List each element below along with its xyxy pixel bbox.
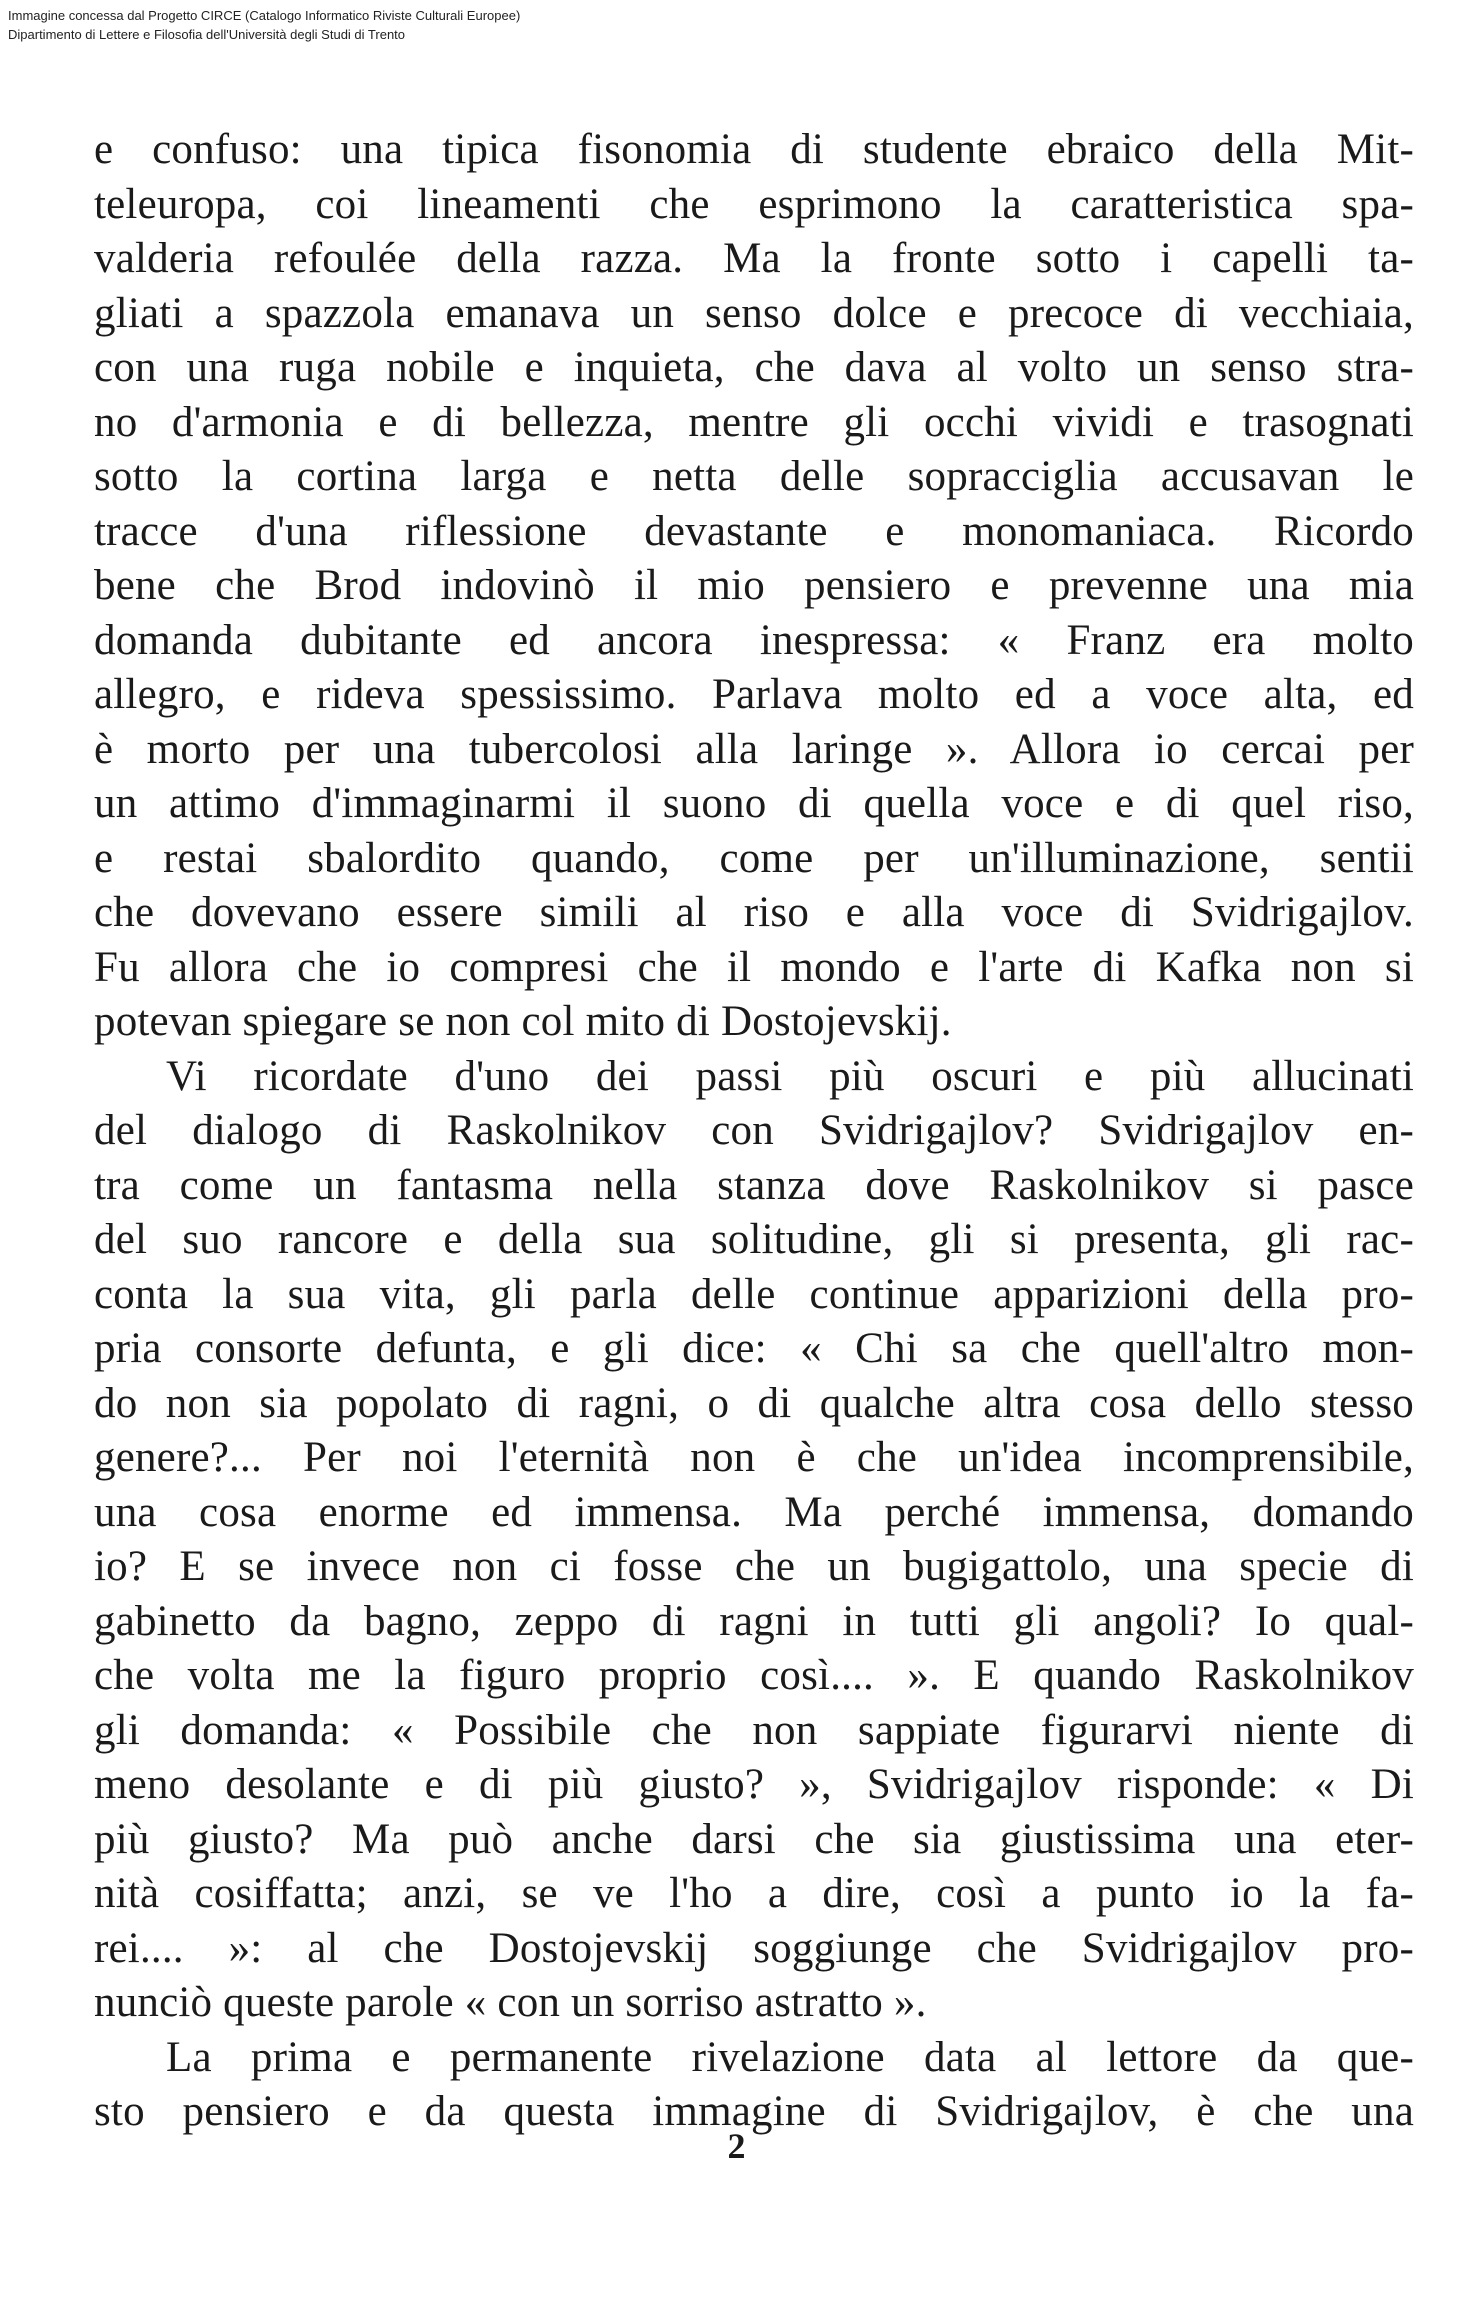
text-line: La prima e permanente rivelazione data al lettore da que- (166, 2033, 1414, 2081)
text-line: io? E se invece non ci fosse che un bugigattolo, una specie di (94, 1543, 1414, 1590)
text-line: Fu allora che io compresi che il mondo e l'arte di Kafka non si (94, 943, 1414, 991)
text-line: conta la sua vita, gli parla delle continue apparizioni della pro- (94, 1270, 1414, 1318)
text-line: una cosa enorme ed immensa. Ma perché immensa, domando (94, 1488, 1414, 1536)
text-line: è morto per una tubercolosi alla laringe ». Allora io cercai per (94, 725, 1414, 773)
text-line: nunciò queste parole « con un sorriso astratto ». (94, 1979, 927, 2026)
text-line: Vi ricordate d'uno dei passi più oscuri e più allucinati (166, 1052, 1414, 1100)
text-line: bene che Brod indovinò il mio pensiero e prevenne una mia (94, 562, 1414, 609)
text-line: allegro, e rideva spessissimo. Parlava molto ed a voce alta, ed (94, 671, 1414, 718)
text-line: un attimo d'immaginarmi il suono di quella voce e di quel riso, (94, 780, 1414, 827)
text-line: potevan spiegare se non col mito di Dostojevskij. (94, 998, 952, 1045)
credit-line-2: Dipartimento di Lettere e Filosofia dell'Università degli Studi di Trento (8, 27, 406, 42)
text-line: più giusto? Ma può anche darsi che sia giustissima una eter- (94, 1815, 1414, 1863)
text-line: pria consorte defunta, e gli dice: « Chi sa che quell'altro mon- (94, 1325, 1414, 1372)
text-line: nità cosiffatta; anzi, se ve l'ho a dire, così a punto io la fa- (94, 1870, 1414, 1917)
text-line: sotto la cortina larga e netta delle sopracciglia accusavan le (94, 453, 1414, 500)
text-line: rei.... »: al che Dostojevskij soggiunge che Svidrigajlov pro- (94, 1924, 1414, 1972)
text-line: e confuso: una tipica fisonomia di studente ebraico della Mit- (94, 126, 1414, 173)
text-line: do non sia popolato di ragni, o di qualche altra cosa dello stesso (94, 1379, 1414, 1427)
text-line: teleuropa, coi lineamenti che esprimono la caratteristica spa- (94, 180, 1414, 228)
text-line: e restai sbalordito quando, come per un'illuminazione, sentii (94, 834, 1414, 882)
text-line: no d'armonia e di bellezza, mentre gli occhi vividi e trasognati (94, 398, 1414, 446)
text-line: meno desolante e di più giusto? », Svidrigajlov risponde: « Di (94, 1761, 1414, 1808)
text-line: tracce d'una riflessione devastante e monomaniaca. Ricordo (94, 507, 1414, 555)
text-line: che dovevano essere simili al riso e alla voce di Svidrigajlov. (94, 889, 1414, 936)
text-line: del dialogo di Raskolnikov con Svidrigajlov? Svidrigajlov en- (94, 1107, 1414, 1154)
text-line: tra come un fantasma nella stanza dove Raskolnikov si pasce (94, 1161, 1414, 1209)
credit-line-1: Immagine concessa dal Progetto CIRCE (Catalogo Informatico Riviste Culturali Europee) (8, 8, 521, 23)
text-line: che volta me la figuro proprio così.... ». E quando Raskolnikov (94, 1652, 1414, 1699)
text-line: domanda dubitante ed ancora inespressa: « Franz era molto (94, 616, 1414, 664)
text-line: con una ruga nobile e inquieta, che dava al volto un senso stra- (94, 344, 1414, 391)
text-line: gabinetto da bagno, zeppo di ragni in tutti gli angoli? Io qual- (94, 1597, 1414, 1645)
page-number: 2 (727, 2126, 746, 2166)
body-text (94, 123, 1414, 2140)
text-line: del suo rancore e della sua solitudine, gli si presenta, gli rac- (94, 1216, 1414, 1263)
text-line: valderia refoulée della razza. Ma la fronte sotto i capelli ta- (94, 235, 1414, 282)
text-line: genere?... Per noi l'eternità non è che un'idea incomprensibile, (94, 1434, 1414, 1481)
text-line: gli domanda: « Possibile che non sappiate figurarvi niente di (94, 1706, 1414, 1754)
text-line: gliati a spazzola emanava un senso dolce e precoce di vecchiaia, (94, 289, 1414, 337)
image-credit (8, 6, 520, 44)
text-line: sto pensiero e da questa immagine di Svidrigajlov, è che una (94, 2088, 1414, 2135)
